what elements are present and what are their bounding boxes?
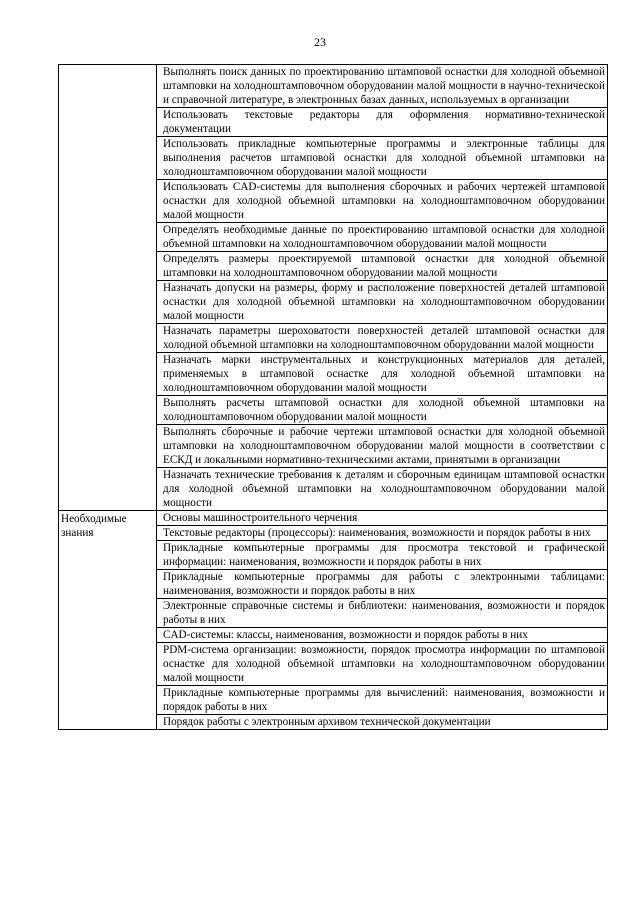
skill-item: Определять размеры проектируемой штамповой оснастки для холодной объемной штамповки на холодноштамповочном оборудовании малой мощности (157, 252, 608, 281)
skill-item: Назначать допуски на размеры, форму и расположение поверхностей деталей штамповой оснастки для холодной объемной штамповки на холодноштамповочном оборудовании малой мощности (157, 281, 608, 324)
skill-item: Использовать CAD-системы для выполнения сборочных и рабочих чертежей штамповой оснастки для холодной объемной штамповки на холодноштамповочном оборудовании малой мощности (157, 180, 608, 223)
skill-item: Использовать прикладные компьютерные программы и электронные таблицы для выполнения расчетов штамповой оснастки для холодной объемной штамповки на холодноштамповочном оборудовании малой мощности (157, 137, 608, 180)
table-row (59, 511, 608, 526)
knowledge-item: Основы машиностроительного черчения (157, 511, 608, 526)
table-row (59, 65, 608, 108)
knowledge-item: Прикладные компьютерные программы для работы с электронными таблицами: наименования, возможности и порядок работы в них (157, 570, 608, 599)
skill-item: Определять необходимые данные по проектированию штамповой оснастки для холодной объемной штамповки на холодноштамповочном оборудовании малой мощности (157, 223, 608, 252)
knowledge-item: PDM-система организации: возможности, порядок просмотра информации по штамповой оснастке для холодной объемной штамповки на холодноштамповочном оборудовании малой мощности (157, 643, 608, 686)
skill-item: Использовать текстовые редакторы для оформления нормативно-технической документации (157, 108, 608, 137)
knowledge-item: Электронные справочные системы и библиотеки: наименования, возможности и порядок работы в них (157, 599, 608, 628)
skill-item: Выполнять поиск данных по проектированию штамповой оснастки для холодной объемной штамповки на холодноштамповочном оборудовании малой мощности в научно-технической и справочной литературе, в электронных базах данных, используемых в организации (157, 65, 608, 108)
section-label-skills (59, 65, 157, 511)
skill-item: Выполнять расчеты штамповой оснастки для холодной объемной штамповки на холодноштамповочном оборудовании малой мощности (157, 396, 608, 425)
requirements-table (58, 64, 608, 730)
page-number: 23 (314, 35, 326, 49)
skill-item: Назначать параметры шероховатости поверхностей деталей штамповой оснастки для холодной объемной штамповки на холодноштамповочном оборудовании малой мощности (157, 324, 608, 353)
knowledge-item: Текстовые редакторы (процессоры): наименования, возможности и порядок работы в них (157, 526, 608, 541)
knowledge-item: Прикладные компьютерные программы для вычислений: наименования, возможности и порядок работы в них (157, 686, 608, 715)
section-label-knowledge: Необходимые знания (59, 511, 157, 730)
skill-item: Выполнять сборочные и рабочие чертежи штамповой оснастки для холодной объемной штамповки на холодноштамповочном оборудовании малой мощности в соответствии с ЕСКД и локальными нормативно-техническими актами, принятыми в организации (157, 425, 608, 468)
knowledge-item: Прикладные компьютерные программы для просмотра текстовой и графической информации: наименования, возможности и порядок работы в них (157, 541, 608, 570)
skill-item: Назначать марки инструментальных и конструкционных материалов для деталей, применяемых в штамповой оснастке для холодной объемной штамповки на холодноштамповочном оборудовании малой мощности (157, 353, 608, 396)
knowledge-item: Порядок работы с электронным архивом технической документации (157, 715, 608, 730)
skill-item: Назначать технические требования к деталям и сборочным единицам штамповой оснастки для холодной объемной штамповки на холодноштамповочном оборудовании малой мощности (157, 468, 608, 511)
knowledge-item: CAD-системы: классы, наименования, возможности и порядок работы в них (157, 628, 608, 643)
